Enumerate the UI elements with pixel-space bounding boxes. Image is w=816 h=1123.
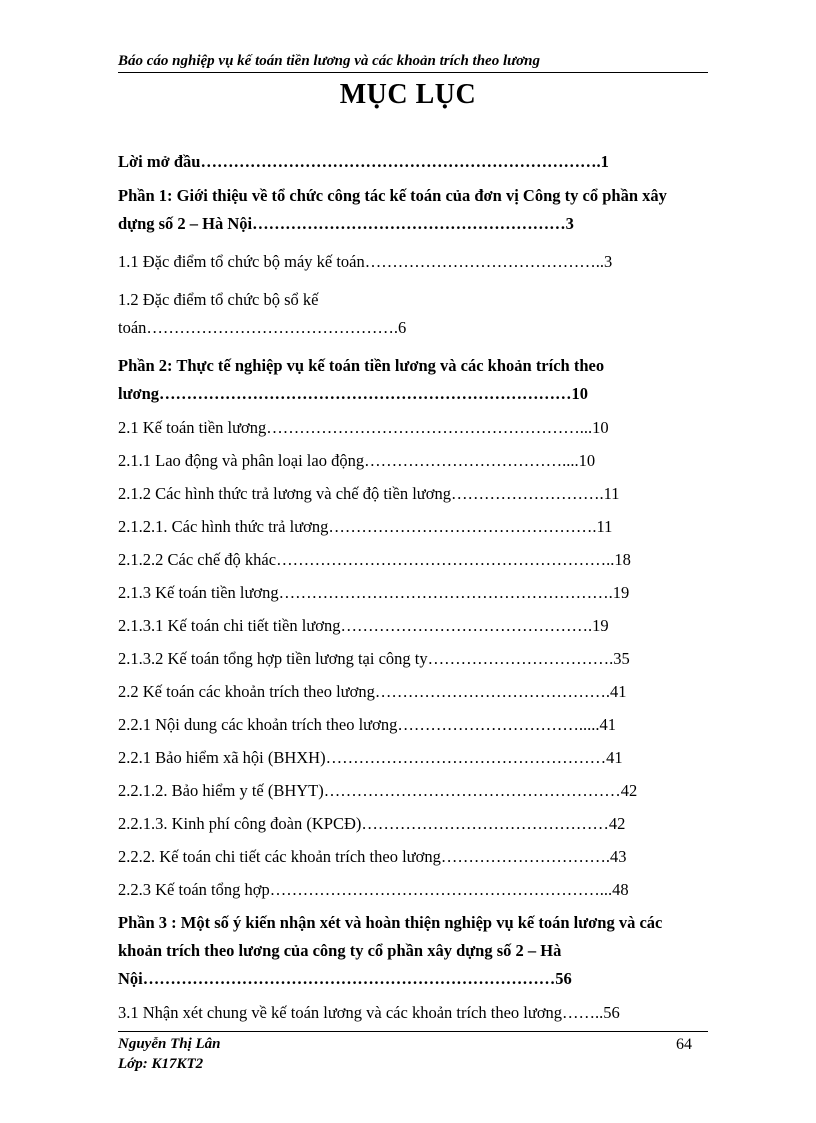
toc-entry: 2.2.1.2. Bảo hiểm y tế (BHYT)………………………………………………42: [118, 781, 638, 800]
toc-entry: 2.1 Kế toán tiền lương…………………………………………………...10: [118, 418, 609, 437]
toc-entry: 2.1.3.1 Kế toán chi tiết tiền lương……………………………………….19: [118, 616, 609, 635]
toc-entry: 2.2.1 Bảo hiểm xã hội (BHXH)……………………………………………41: [118, 748, 623, 767]
toc-entry: 2.2.3 Kế toán tổng hợp……………………………………………………...48: [118, 880, 629, 899]
toc-entry: 2.2 Kế toán các khoản trích theo lương…………………………………….41: [118, 682, 627, 701]
toc-entry: Phần 1: Giới thiệu về tổ chức công tác kế toán của đơn vị Công ty cổ phần xây dựng số 2 – Hà Nội…………………………………………………3: [118, 186, 671, 233]
footer-divider: [118, 1031, 708, 1032]
toc-entry: 2.1.1 Lao động và phân loại lao động………………………………....10: [118, 451, 596, 470]
header-divider: [118, 72, 708, 73]
toc-entry: 3.1 Nhận xét chung về kế toán lương và các khoản trích theo lương……..56: [118, 1003, 620, 1022]
toc-entry: 2.1.2 Các hình thức trả lương và chế độ tiền lương……………………….11: [118, 484, 620, 503]
toc-entry: Lời mở đầu……………………………………………………………….1: [118, 152, 609, 171]
toc-entry: Phần 3 : Một số ý kiến nhận xét và hoàn thiện nghiệp vụ kế toán lương và các khoản trích theo lương của công ty cổ phần xây dựng số 2 – Hà Nội…………………………………………………………………56: [118, 913, 667, 988]
table-of-contents: [118, 148, 696, 1027]
toc-entry: 2.2.1 Nội dung các khoản trích theo lương…………………………….....41: [118, 715, 616, 734]
toc-entry: 2.2.1.3. Kinh phí công đoàn (KPCĐ)………………………………………42: [118, 814, 626, 833]
toc-entry: 2.1.2.2 Các chế độ khác……………………………………………………..18: [118, 550, 631, 569]
running-header: Báo cáo nghiệp vụ kế toán tiền lương và các khoản trích theo lương: [118, 53, 541, 69]
footer-author: Nguyễn Thị Lân: [118, 1036, 221, 1052]
toc-entry: 2.1.3.2 Kế toán tổng hợp tiền lương tại công ty…………………………….35: [118, 649, 630, 668]
page-number: 64: [676, 1036, 692, 1053]
page-title: MỤC LỤC: [339, 79, 477, 110]
toc-entry: 2.2.2. Kế toán chi tiết các khoản trích theo lương………………………….43: [118, 847, 627, 866]
footer-class: Lớp: K17KT2: [118, 1056, 204, 1072]
toc-entry: 1.1 Đặc điểm tổ chức bộ máy kế toán……………………………………..3: [118, 252, 613, 271]
toc-entry: 2.1.2.1. Các hình thức trả lương………………………………………….11: [118, 517, 613, 536]
toc-entry: Phần 2: Thực tế nghiệp vụ kế toán tiền lương và các khoản trích theo lương…………………………………………………………………10: [118, 356, 609, 403]
toc-entry: 2.1.3 Kế toán tiền lương…………………………………………………….19: [118, 583, 630, 602]
toc-entry: 1.2 Đặc điểm tổ chức bộ sổ kế toán……………………………………….6: [118, 290, 407, 337]
